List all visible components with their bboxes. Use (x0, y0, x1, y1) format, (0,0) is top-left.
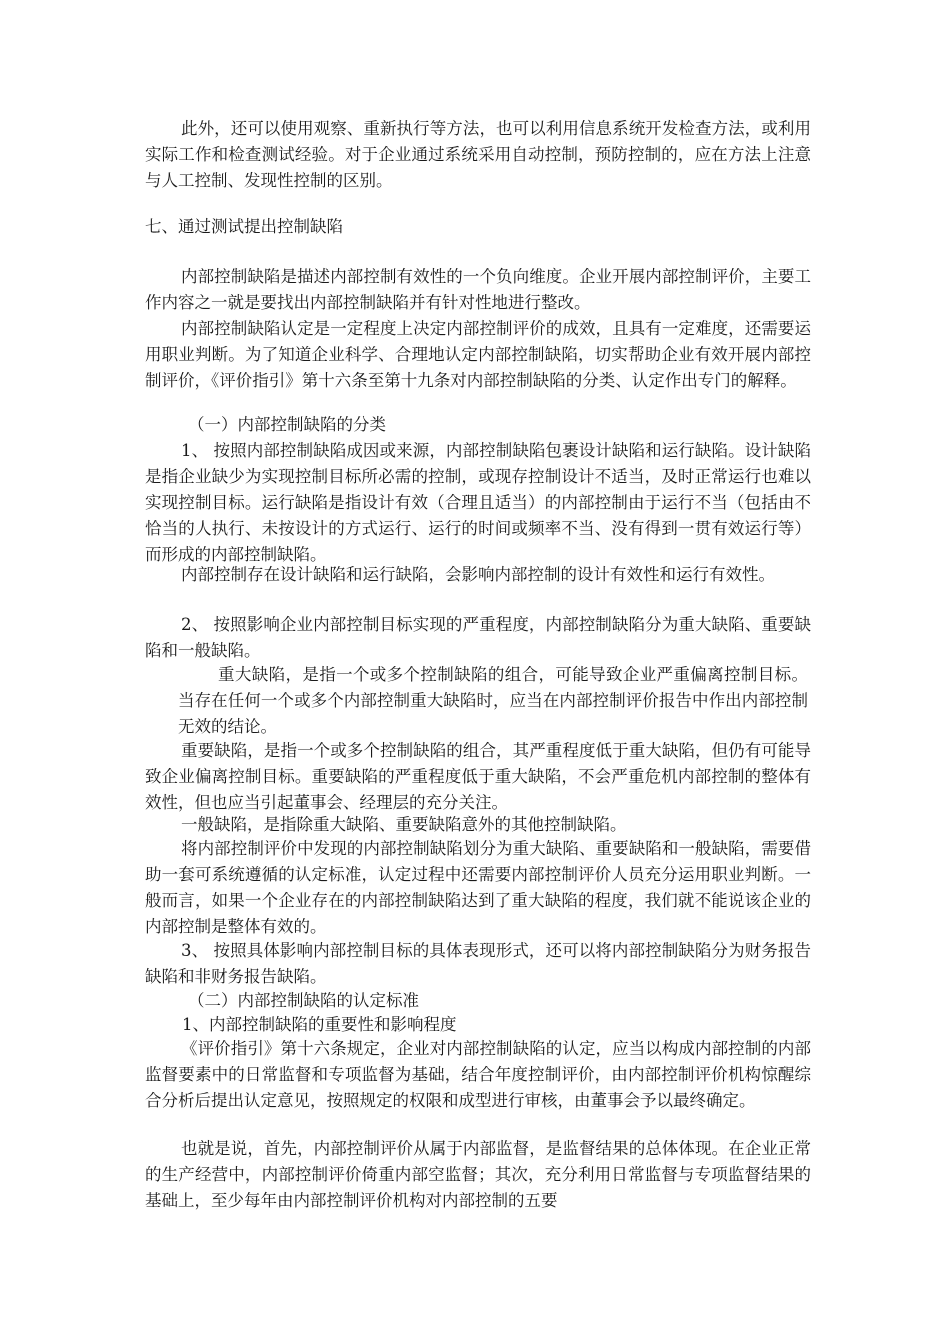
section-heading-7: 七、通过测试提出控制缺陷 (145, 217, 343, 236)
paragraph-defect-definition: 内部控制缺陷是描述内部控制有效性的一个负向维度。企业开展内部控制评价，主要工作内容之一就是要找出内部控制缺陷并有针对性地进行整改。 (145, 267, 811, 312)
paragraph-financial-reporting-defects: 3、 按照具体影响内部控制目标的具体表现形式，还可以将内部控制缺陷分为财务报告缺陷和非财务报告缺陷。 (145, 941, 811, 986)
paragraph-significant-deficiency: 重要缺陷，是指一个或多个控制缺陷的组合，其严重程度低于重大缺陷，但仍有可能导致企业偏离控制目标。重要缺陷的严重程度低于重大缺陷，不会严重危机内部控制的整体有效性，但也应当引起董事会、经理层的充分关注。 (145, 741, 811, 812)
paragraph-effectiveness-impact: 内部控制存在设计缺陷和运行缺陷，会影响内部控制的设计有效性和运行有效性。 (181, 565, 775, 584)
subsection-heading-classification: （一）内部控制缺陷的分类 (188, 415, 386, 434)
paragraph-severity-classification: 2、 按照影响企业内部控制目标实现的严重程度，内部控制缺陷分为重大缺陷、重要缺陷和一般缺陷。 (145, 615, 811, 660)
paragraph-material-weakness: 重大缺陷，是指一个或多个控制缺陷的组合，可能导致企业严重偏离控制目标。当存在任何一个或多个内部控制重大缺陷时，应当在内部控制评价报告中作出内部控制无效的结论。 (178, 665, 808, 736)
paragraph-recognition-standards: 将内部控制评价中发现的内部控制缺陷划分为重大缺陷、重要缺陷和一般缺陷，需要借助一套可系统遵循的认定标准，认定过程中还需要内部控制评价人员充分运用职业判断。一般而言，如果一个企业存在的内部控制缺陷达到了重大缺陷的程度，我们就不能说该企业的内部控制是整体有效的。 (145, 839, 811, 936)
paragraph-defect-recognition: 内部控制缺陷认定是一定程度上决定内部控制评价的成效，且具有一定难度，还需要运用职业判断。为了知道企业科学、合理地认定内部控制缺陷，切实帮助企业有效开展内部控制评价，《评价指引》第十六条至第十九条对内部控制缺陷的分类、认定作出专门的解释。 (145, 319, 811, 390)
subsection-heading-standards: （二）内部控制缺陷的认定标准 (188, 991, 419, 1010)
paragraph-general-deficiency: 一般缺陷，是指除重大缺陷、重要缺陷意外的其他控制缺陷。 (181, 815, 627, 834)
paragraph-article-16: 《评价指引》第十六条规定，企业对内部控制缺陷的认定，应当以构成内部控制的内部监督要素中的日常监督和专项监督为基础，结合年度控制评价，由内部控制评价机构惊醒综合分析后提出认定意见，按照规定的权限和成型进行审核，由董事会予以最终确定。 (145, 1039, 811, 1110)
paragraph-design-operation-defects: 1、 按照内部控制缺陷成因或来源，内部控制缺陷包裹设计缺陷和运行缺陷。设计缺陷是指企业缺少为实现控制目标所必需的控制，或现存控制设计不适当，及时正常运行也难以实现控制目标。运行缺陷是指设计有效（合理且适当）的内部控制由于运行不当（包括由不恰当的人执行、未按设计的方式运行、运行的时间或频率不当、没有得到一贯有效运行等）而形成的内部控制缺陷。 (145, 441, 811, 564)
paragraph-internal-supervision: 也就是说，首先，内部控制评价从属于内部监督，是监督结果的总体体现。在企业正常的生产经营中，内部控制评价倚重内部空监督；其次，充分利用日常监督与专项监督结果的基础上，至少每年由内部控制评价机构对内部控制的五要 (145, 1139, 811, 1210)
paragraph-methods: 此外，还可以使用观察、重新执行等方法，也可以利用信息系统开发检查方法，或利用实际工作和检查测试经验。对于企业通过系统采用自动控制，预防控制的，应在方法上注意与人工控制、发现性控制的区别。 (145, 119, 811, 190)
subsection-heading-importance: 1、内部控制缺陷的重要性和影响程度 (182, 1015, 457, 1034)
